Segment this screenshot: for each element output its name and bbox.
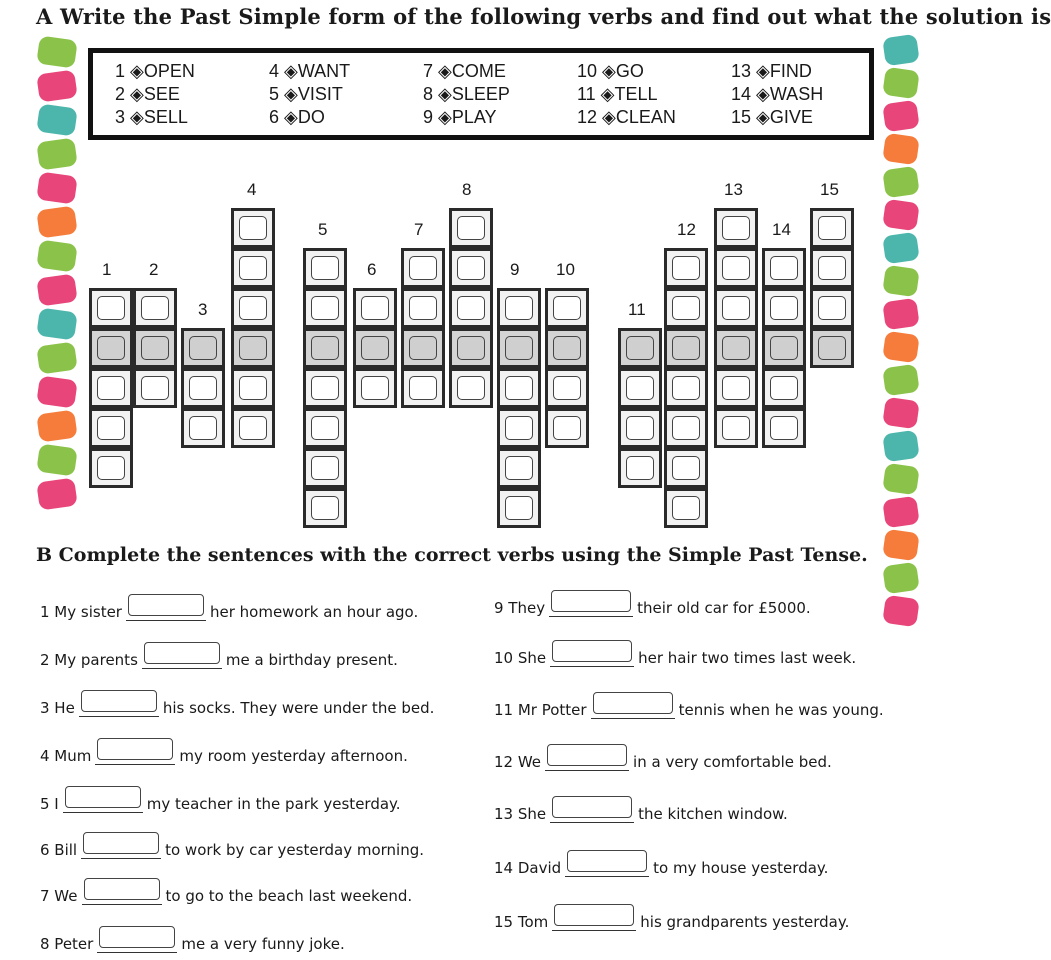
answer-box[interactable] [554, 904, 634, 926]
grid-number: 1 [102, 260, 112, 279]
heart-ornament [882, 430, 920, 462]
letter-cell[interactable] [810, 288, 854, 328]
letter-cell[interactable] [714, 248, 758, 288]
letter-cell[interactable] [664, 288, 708, 328]
cell-box [818, 256, 846, 280]
sentence-item [494, 796, 788, 823]
verb-item: 5 ◈VISIT [269, 84, 343, 104]
answer-box[interactable] [83, 832, 159, 854]
cell-box [457, 216, 485, 240]
sentence-end: in a very comfortable bed. [633, 753, 832, 771]
cell-box [553, 376, 581, 400]
cell-box [770, 376, 798, 400]
verb-item: 10 ◈GO [577, 61, 644, 81]
heart-ornament [882, 364, 920, 396]
cell-box [189, 416, 217, 440]
cell-box [409, 256, 437, 280]
grid-number: 12 [677, 220, 696, 239]
sentence-end: her hair two times last week. [638, 649, 857, 667]
cell-box [239, 296, 267, 320]
letter-cell[interactable] [231, 408, 275, 448]
letter-cell[interactable] [231, 208, 275, 248]
answer-box[interactable] [593, 692, 673, 714]
letter-cell[interactable] [618, 448, 662, 488]
sentence-item [494, 590, 811, 617]
cell-box [141, 336, 169, 360]
letter-cell[interactable] [449, 288, 493, 328]
letter-cell[interactable] [664, 248, 708, 288]
letter-cell[interactable] [303, 488, 347, 528]
answer-blank[interactable] [82, 878, 162, 905]
sentence-item [40, 878, 412, 905]
sentence-end: me a very funny joke. [181, 935, 345, 953]
answer-blank[interactable] [126, 594, 206, 621]
grid-number: 2 [149, 260, 159, 279]
sentence-start: 7 We [40, 887, 78, 905]
sentence-end: to go to the beach last weekend. [165, 887, 413, 905]
sentence-start: 3 He [40, 699, 75, 717]
cell-box [505, 336, 533, 360]
solution-cell[interactable] [618, 328, 662, 368]
grid-number: 11 [628, 300, 646, 319]
sentence-item [40, 690, 434, 717]
grid-number: 13 [724, 180, 743, 199]
cell-box [361, 296, 389, 320]
cell-box [361, 376, 389, 400]
heart-ornament [882, 67, 920, 99]
cell-box [409, 296, 437, 320]
cell-box [626, 336, 654, 360]
cell-box [409, 376, 437, 400]
heart-ornament [882, 34, 920, 66]
sentence-start: 12 We [494, 753, 542, 771]
cell-box [672, 256, 700, 280]
letter-cell[interactable] [618, 368, 662, 408]
sentence-start: 15 Tom [494, 913, 549, 931]
sentence-start: 2 My parents [40, 651, 138, 669]
cell-box [553, 336, 581, 360]
sentence-item [40, 832, 424, 859]
answer-blank[interactable] [591, 692, 675, 719]
sentence-item [40, 738, 408, 765]
answer-box[interactable] [84, 878, 160, 900]
grid-number: 15 [820, 180, 839, 199]
cell-box [505, 496, 533, 520]
heart-ornament [36, 205, 78, 238]
grid-number: 8 [462, 180, 472, 199]
sentence-item [40, 926, 345, 953]
letter-cell[interactable] [181, 408, 225, 448]
section-b-title: B Complete the sentences with the correct verbs using the Simple Past Tense. [36, 544, 868, 566]
cell-box [672, 376, 700, 400]
answer-blank[interactable] [63, 786, 143, 813]
cell-box [505, 296, 533, 320]
sentence-end: his socks. They were under the bed. [162, 699, 435, 717]
sentence-end: my room yesterday afternoon. [179, 747, 408, 765]
sentence-start: 13 She [494, 805, 547, 823]
heart-ornament [882, 232, 920, 264]
letter-cell[interactable] [303, 288, 347, 328]
sentence-end: tennis when he was young. [678, 701, 884, 719]
sentence-start: 5 I [40, 795, 59, 813]
letter-cell[interactable] [664, 488, 708, 528]
letter-cell[interactable] [714, 408, 758, 448]
grid-number: 7 [414, 220, 424, 239]
cell-box [239, 216, 267, 240]
heart-ornament [36, 239, 78, 272]
sentence-end: his grandparents yesterday. [640, 913, 850, 931]
cell-box [189, 376, 217, 400]
sentence-end: to work by car yesterday morning. [165, 841, 424, 859]
cell-box [818, 296, 846, 320]
heart-ornament [882, 595, 920, 627]
letter-cell[interactable] [181, 368, 225, 408]
letter-cell[interactable] [353, 288, 397, 328]
answer-box[interactable] [567, 850, 647, 872]
heart-ornament [882, 463, 920, 495]
answer-box[interactable] [547, 744, 627, 766]
grid-number: 3 [198, 300, 208, 319]
cell-box [97, 416, 125, 440]
sentence-item [494, 850, 828, 877]
cell-box [672, 296, 700, 320]
letter-cell[interactable] [449, 368, 493, 408]
letter-cell[interactable] [618, 408, 662, 448]
heart-ornament [882, 100, 920, 132]
cell-box [770, 416, 798, 440]
cell-box [626, 456, 654, 480]
verb-item: 1 ◈OPEN [115, 61, 195, 81]
verb-item: 15 ◈GIVE [731, 107, 813, 127]
sentence-start: 14 David [494, 859, 562, 877]
letter-cell[interactable] [714, 288, 758, 328]
grid-number: 14 [772, 220, 791, 239]
heart-ornament [36, 137, 78, 170]
answer-box[interactable] [81, 690, 157, 712]
cell-box [311, 456, 339, 480]
cell-box [189, 336, 217, 360]
grid-number: 10 [556, 260, 575, 279]
heart-ornament [36, 375, 78, 408]
letter-cell[interactable] [545, 368, 589, 408]
letter-cell[interactable] [133, 368, 177, 408]
sentence-end: the kitchen window. [638, 805, 788, 823]
sentence-start: 1 My sister [40, 603, 122, 621]
cell-box [457, 336, 485, 360]
letter-cell[interactable] [449, 208, 493, 248]
letter-cell[interactable] [545, 408, 589, 448]
answer-blank[interactable] [79, 690, 159, 717]
solution-cell[interactable] [181, 328, 225, 368]
answer-blank[interactable] [95, 738, 175, 765]
sentence-item [494, 692, 884, 719]
letter-cell[interactable] [231, 368, 275, 408]
heart-ornament [36, 273, 78, 306]
heart-ornament [882, 133, 920, 165]
answer-blank[interactable] [545, 744, 629, 771]
letter-cell[interactable] [89, 408, 133, 448]
cell-box [457, 256, 485, 280]
cell-box [672, 496, 700, 520]
verb-item: 2 ◈SEE [115, 84, 180, 104]
cell-box [626, 416, 654, 440]
answer-box[interactable] [99, 926, 175, 948]
solution-cell[interactable] [810, 328, 854, 368]
sentence-start: 8 Peter [40, 935, 94, 953]
heart-ornament [882, 562, 920, 594]
answer-box[interactable] [552, 796, 632, 818]
cell-box [672, 336, 700, 360]
letter-cell[interactable] [401, 288, 445, 328]
cell-box [722, 216, 750, 240]
heart-ornament [882, 166, 920, 198]
cell-box [770, 256, 798, 280]
sentence-start: 10 She [494, 649, 547, 667]
cell-box [818, 216, 846, 240]
solution-cell[interactable] [449, 328, 493, 368]
verb-item: 9 ◈PLAY [423, 107, 497, 127]
solution-cell[interactable] [353, 328, 397, 368]
sentence-start: 11 Mr Potter [494, 701, 587, 719]
heart-ornament [36, 69, 78, 102]
cell-box [141, 376, 169, 400]
solution-cell[interactable] [89, 328, 133, 368]
solution-cell[interactable] [231, 328, 275, 368]
cell-box [553, 296, 581, 320]
verb-item: 12 ◈CLEAN [577, 107, 676, 127]
cell-box [311, 416, 339, 440]
grid-number: 4 [247, 180, 257, 199]
cell-box [672, 416, 700, 440]
heart-ornament [36, 443, 78, 476]
cell-box [97, 336, 125, 360]
letter-cell[interactable] [231, 288, 275, 328]
verb-item: 11 ◈TELL [577, 84, 658, 104]
letter-cell[interactable] [497, 448, 541, 488]
verb-item: 4 ◈WANT [269, 61, 351, 81]
letter-cell[interactable] [303, 448, 347, 488]
cell-box [239, 376, 267, 400]
sentence-start: 4 Mum [40, 747, 92, 765]
verb-item: 8 ◈SLEEP [423, 84, 510, 104]
letter-cell[interactable] [714, 208, 758, 248]
cell-box [97, 456, 125, 480]
heart-ornament [882, 199, 920, 231]
cell-box [239, 416, 267, 440]
answer-blank[interactable] [552, 904, 636, 931]
letter-cell[interactable] [89, 448, 133, 488]
solution-cell[interactable] [545, 328, 589, 368]
letter-cell[interactable] [401, 248, 445, 288]
cell-box [311, 296, 339, 320]
sentence-end: to my house yesterday. [653, 859, 829, 877]
cell-box [97, 376, 125, 400]
sentence-item [494, 904, 849, 931]
answer-box[interactable] [128, 594, 204, 616]
verb-list-box [88, 48, 874, 140]
answer-blank[interactable] [142, 642, 222, 669]
heart-ornament [882, 529, 920, 561]
solution-cell[interactable] [762, 328, 806, 368]
heart-ornament [36, 171, 78, 204]
letter-cell[interactable] [762, 368, 806, 408]
heart-ornament [882, 496, 920, 528]
letter-cell[interactable] [664, 368, 708, 408]
worksheet-page [22, 0, 925, 960]
cell-box [722, 256, 750, 280]
letter-cell[interactable] [303, 248, 347, 288]
letter-cell[interactable] [810, 248, 854, 288]
letter-cell[interactable] [664, 408, 708, 448]
letter-cell[interactable] [762, 248, 806, 288]
cell-box [505, 456, 533, 480]
answer-blank[interactable] [97, 926, 177, 953]
letter-cell[interactable] [133, 288, 177, 328]
answer-box[interactable] [97, 738, 173, 760]
verb-item: 6 ◈DO [269, 107, 325, 127]
answer-blank[interactable] [549, 590, 633, 617]
verb-item: 14 ◈WASH [731, 84, 824, 104]
letter-cell[interactable] [762, 288, 806, 328]
letter-cell[interactable] [449, 248, 493, 288]
cell-box [505, 416, 533, 440]
answer-box[interactable] [144, 642, 220, 664]
cell-box [722, 376, 750, 400]
verb-item: 3 ◈SELL [115, 107, 188, 127]
cell-box [141, 296, 169, 320]
solution-cell[interactable] [664, 328, 708, 368]
verb-item: 13 ◈FIND [731, 61, 812, 81]
sentence-start: 6 Bill [40, 841, 78, 859]
sentence-item [40, 642, 398, 669]
grid-number: 9 [510, 260, 520, 279]
letter-cell[interactable] [401, 368, 445, 408]
cell-box [311, 376, 339, 400]
cell-box [457, 296, 485, 320]
letter-cell[interactable] [664, 448, 708, 488]
cell-box [818, 336, 846, 360]
sentence-item [494, 640, 856, 667]
sentence-start: 9 They [494, 599, 546, 617]
cell-box [626, 376, 654, 400]
letter-cell[interactable] [545, 288, 589, 328]
answer-box[interactable] [551, 590, 631, 612]
heart-ornament [36, 35, 78, 68]
grid-number: 6 [367, 260, 377, 279]
verb-item: 7 ◈COME [423, 61, 506, 81]
answer-blank[interactable] [550, 796, 634, 823]
cell-box [239, 256, 267, 280]
letter-cell[interactable] [497, 368, 541, 408]
cell-box [770, 336, 798, 360]
answer-blank[interactable] [550, 640, 634, 667]
cell-box [672, 456, 700, 480]
letter-cell[interactable] [762, 408, 806, 448]
letter-cell[interactable] [89, 288, 133, 328]
letter-cell[interactable] [497, 408, 541, 448]
heart-ornament [36, 409, 78, 442]
cell-box [722, 416, 750, 440]
cell-box [239, 336, 267, 360]
heart-ornament [36, 477, 78, 510]
heart-ornament [36, 103, 78, 136]
solution-cell[interactable] [401, 328, 445, 368]
section-a-title: A Write the Past Simple form of the following verbs and find out what the solution is [36, 4, 1051, 29]
answer-blank[interactable] [81, 832, 161, 859]
cell-box [311, 496, 339, 520]
cell-box [409, 336, 437, 360]
solution-cell[interactable] [133, 328, 177, 368]
answer-box[interactable] [65, 786, 141, 808]
solution-cell[interactable] [497, 328, 541, 368]
answer-box[interactable] [552, 640, 632, 662]
letter-cell[interactable] [497, 488, 541, 528]
cell-box [361, 336, 389, 360]
letter-cell[interactable] [231, 248, 275, 288]
letter-cell[interactable] [810, 208, 854, 248]
sentence-item [494, 744, 832, 771]
sentence-end: my teacher in the park yesterday. [146, 795, 401, 813]
cell-box [770, 296, 798, 320]
letter-cell[interactable] [303, 408, 347, 448]
cell-box [97, 296, 125, 320]
cell-box [553, 416, 581, 440]
sentence-item [40, 594, 418, 621]
heart-ornament [882, 331, 920, 363]
sentence-item [40, 786, 401, 813]
letter-cell[interactable] [89, 368, 133, 408]
letter-cell[interactable] [497, 288, 541, 328]
heart-ornament [36, 341, 78, 374]
solution-cell[interactable] [714, 328, 758, 368]
answer-blank[interactable] [565, 850, 649, 877]
heart-ornament [882, 265, 920, 297]
heart-ornament [882, 397, 920, 429]
letter-cell[interactable] [353, 368, 397, 408]
cell-box [722, 336, 750, 360]
cell-box [311, 336, 339, 360]
sentence-end: me a birthday present. [225, 651, 398, 669]
letter-cell[interactable] [303, 368, 347, 408]
heart-ornament [882, 298, 920, 330]
solution-cell[interactable] [303, 328, 347, 368]
heart-ornament [36, 307, 78, 340]
cell-box [311, 256, 339, 280]
cell-box [505, 376, 533, 400]
letter-cell[interactable] [714, 368, 758, 408]
cell-box [722, 296, 750, 320]
sentence-end: their old car for £5000. [637, 599, 811, 617]
grid-number: 5 [318, 220, 328, 239]
sentence-end: her homework an hour ago. [209, 603, 419, 621]
cell-box [457, 376, 485, 400]
